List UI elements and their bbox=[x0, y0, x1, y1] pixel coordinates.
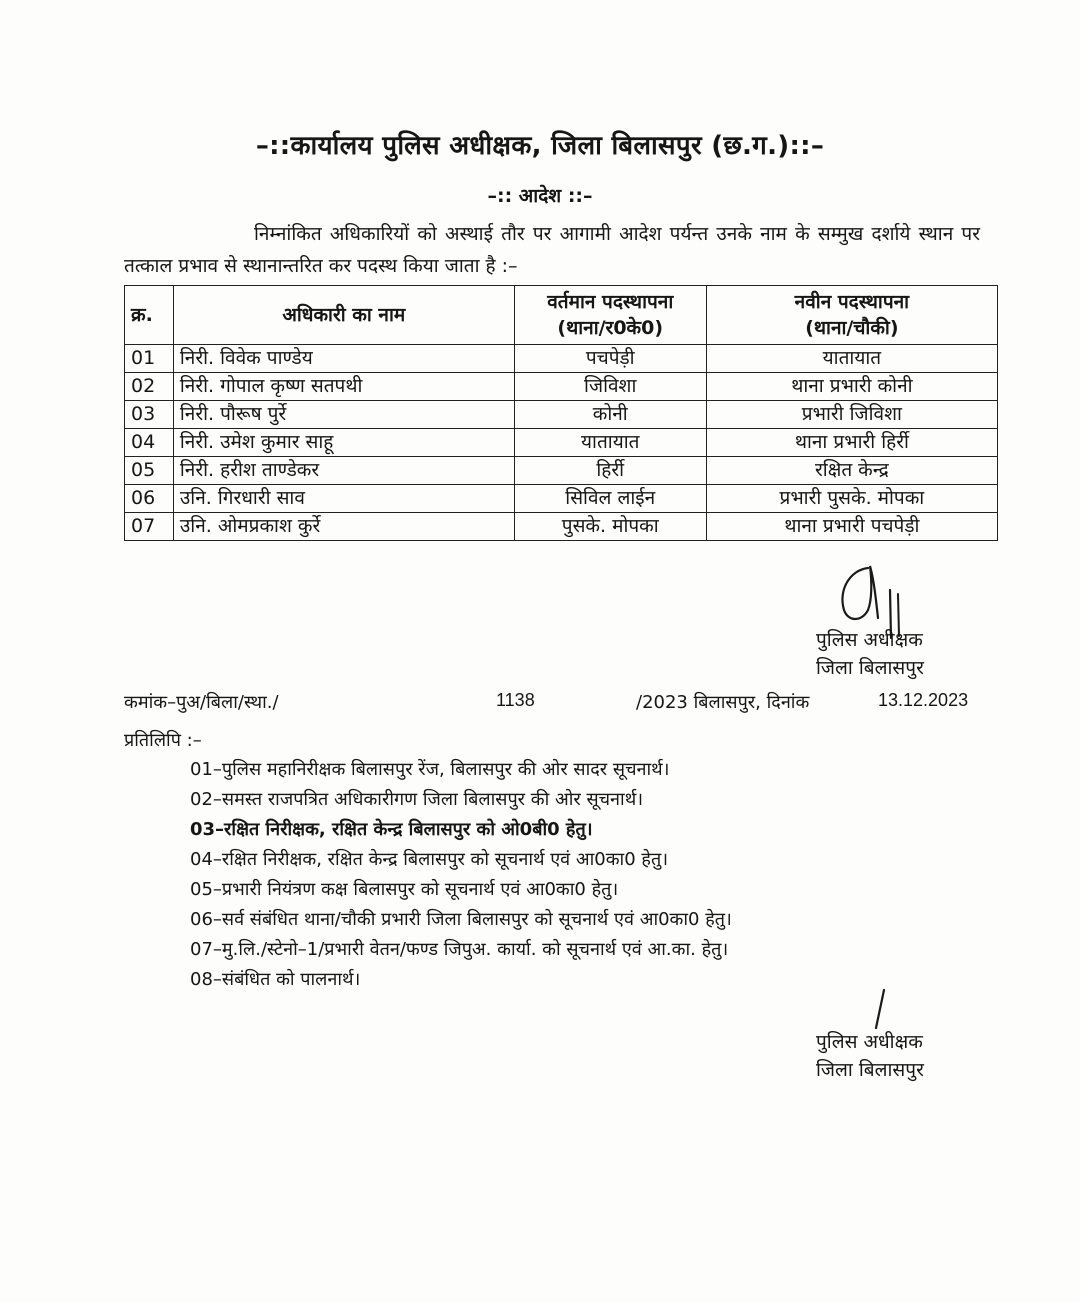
row-serial: 02 bbox=[125, 373, 174, 401]
reference-city: /2023 बिलासपुर, दिनांक bbox=[636, 692, 810, 713]
office-title: –::कार्यालय पुलिस अधीक्षक, जिला बिलासपुर (छ.ग.)::– bbox=[255, 131, 825, 161]
row-new-posting: प्रभारी जिविशा bbox=[706, 401, 997, 429]
header-new-line1: नवीन पदस्थापना bbox=[794, 291, 910, 313]
row-officer-name: निरी. उमेश कुमार साहू bbox=[173, 429, 514, 457]
row-serial: 06 bbox=[125, 485, 174, 513]
row-current-posting: कोनी bbox=[514, 401, 706, 429]
row-current-posting: पुसके. मोपका bbox=[514, 513, 706, 541]
row-current-posting: हिर्री bbox=[514, 457, 706, 485]
header-officer-name: अधिकारी का नाम bbox=[173, 286, 514, 345]
row-new-posting: थाना प्रभारी कोनी bbox=[706, 373, 997, 401]
header-new-line2: (थाना/चौकी) bbox=[805, 317, 899, 339]
row-serial: 04 bbox=[125, 429, 174, 457]
header-current-posting bbox=[514, 286, 706, 345]
copy-to-label: प्रतिलिपि :– bbox=[124, 730, 202, 751]
copy-to-list bbox=[190, 755, 970, 995]
signature-stroke bbox=[862, 988, 902, 1032]
reference-date: 13.12.2023 bbox=[878, 690, 969, 710]
signatory-designation: पुलिस अधीक्षक bbox=[816, 1031, 923, 1053]
header-current-line2: (थाना/र0के0) bbox=[557, 317, 664, 339]
reference-label: कमांक–पुअ/बिला/स्था./ bbox=[124, 692, 279, 713]
row-new-posting: प्रभारी पुसके. मोपका bbox=[706, 485, 997, 513]
row-serial: 03 bbox=[125, 401, 174, 429]
row-serial: 05 bbox=[125, 457, 174, 485]
table-row bbox=[125, 373, 998, 401]
table-row bbox=[125, 513, 998, 541]
signatory-designation: पुलिस अधीक्षक bbox=[816, 629, 923, 651]
header-current-line1: वर्तमान पदस्थापना bbox=[547, 291, 674, 313]
header-serial: क्र. bbox=[125, 286, 174, 345]
row-new-posting: यातायात bbox=[706, 345, 997, 373]
row-officer-name: निरी. पौरूष पुर्रे bbox=[173, 401, 514, 429]
table-row bbox=[125, 401, 998, 429]
signatory-district: जिला बिलासपुर bbox=[816, 1059, 924, 1081]
transfer-table bbox=[124, 285, 998, 541]
row-officer-name: उनि. ओमप्रकाश कुर्रे bbox=[173, 513, 514, 541]
list-item: 03–रक्षित निरीक्षक, रक्षित केन्द्र बिलासपुर को ओ0बी0 हेतु। bbox=[190, 819, 593, 840]
reference-number: 1138 bbox=[496, 690, 535, 710]
order-heading: –:: आदेश ::– bbox=[487, 185, 593, 207]
row-new-posting: थाना प्रभारी हिर्री bbox=[706, 429, 997, 457]
header-new-posting bbox=[706, 286, 997, 345]
row-current-posting: सिविल लाईन bbox=[514, 485, 706, 513]
signature-block-1 bbox=[816, 626, 924, 682]
row-current-posting: यातायात bbox=[514, 429, 706, 457]
intro-paragraph: निम्नांकित अधिकारियों को अस्थाई तौर पर आगामी आदेश पर्यन्त उनके नाम के सम्मुख दर्शाये स्थान पर तत्काल प्रभाव से स्थानान्तरित कर पदस्थ किया जाता है :– bbox=[124, 223, 980, 277]
row-current-posting: पचपेड़ी bbox=[514, 345, 706, 373]
row-officer-name: निरी. गोपाल कृष्ण सतपथी bbox=[173, 373, 514, 401]
table-row bbox=[125, 485, 998, 513]
row-officer-name: निरी. हरीश ताण्डेकर bbox=[173, 457, 514, 485]
row-current-posting: जिविशा bbox=[514, 373, 706, 401]
row-new-posting: रक्षित केन्द्र bbox=[706, 457, 997, 485]
list-item: 06–सर्व संबंधित थाना/चौकी प्रभारी जिला बिलासपुर को सूचनार्थ एवं आ0का0 हेतु। bbox=[190, 909, 732, 930]
row-officer-name: उनि. गिरधारी साव bbox=[173, 485, 514, 513]
table-header-row bbox=[125, 286, 998, 345]
table-row bbox=[125, 429, 998, 457]
signature-block-2 bbox=[816, 1028, 924, 1084]
list-item: 05–प्रभारी नियंत्रण कक्ष बिलासपुर को सूचनार्थ एवं आ0का0 हेतु। bbox=[190, 879, 619, 900]
list-item: 02–समस्त राजपत्रित अधिकारीगण जिला बिलासपुर की ओर सूचनार्थ। bbox=[190, 789, 644, 810]
list-item: 07–मु.लि./स्टेनो–1/प्रभारी वेतन/फण्ड जिपुअ. कार्या. को सूचनार्थ एवं आ.का. हेतु। bbox=[190, 939, 729, 960]
table-row bbox=[125, 345, 998, 373]
table-row bbox=[125, 457, 998, 485]
list-item: 04–रक्षित निरीक्षक, रक्षित केन्द्र बिलासपुर को सूचनार्थ एवं आ0का0 हेतु। bbox=[190, 849, 669, 870]
list-item: 08–संबंधित को पालनार्थ। bbox=[190, 969, 361, 990]
list-item: 01–पुलिस महानिरीक्षक बिलासपुर रेंज, बिलासपुर की ओर सादर सूचनार्थ। bbox=[190, 759, 670, 780]
signatory-district: जिला बिलासपुर bbox=[816, 657, 924, 679]
row-officer-name: निरी. विवेक पाण्डेय bbox=[173, 345, 514, 373]
row-serial: 07 bbox=[125, 513, 174, 541]
row-new-posting: थाना प्रभारी पचपेड़ी bbox=[706, 513, 997, 541]
row-serial: 01 bbox=[125, 345, 174, 373]
